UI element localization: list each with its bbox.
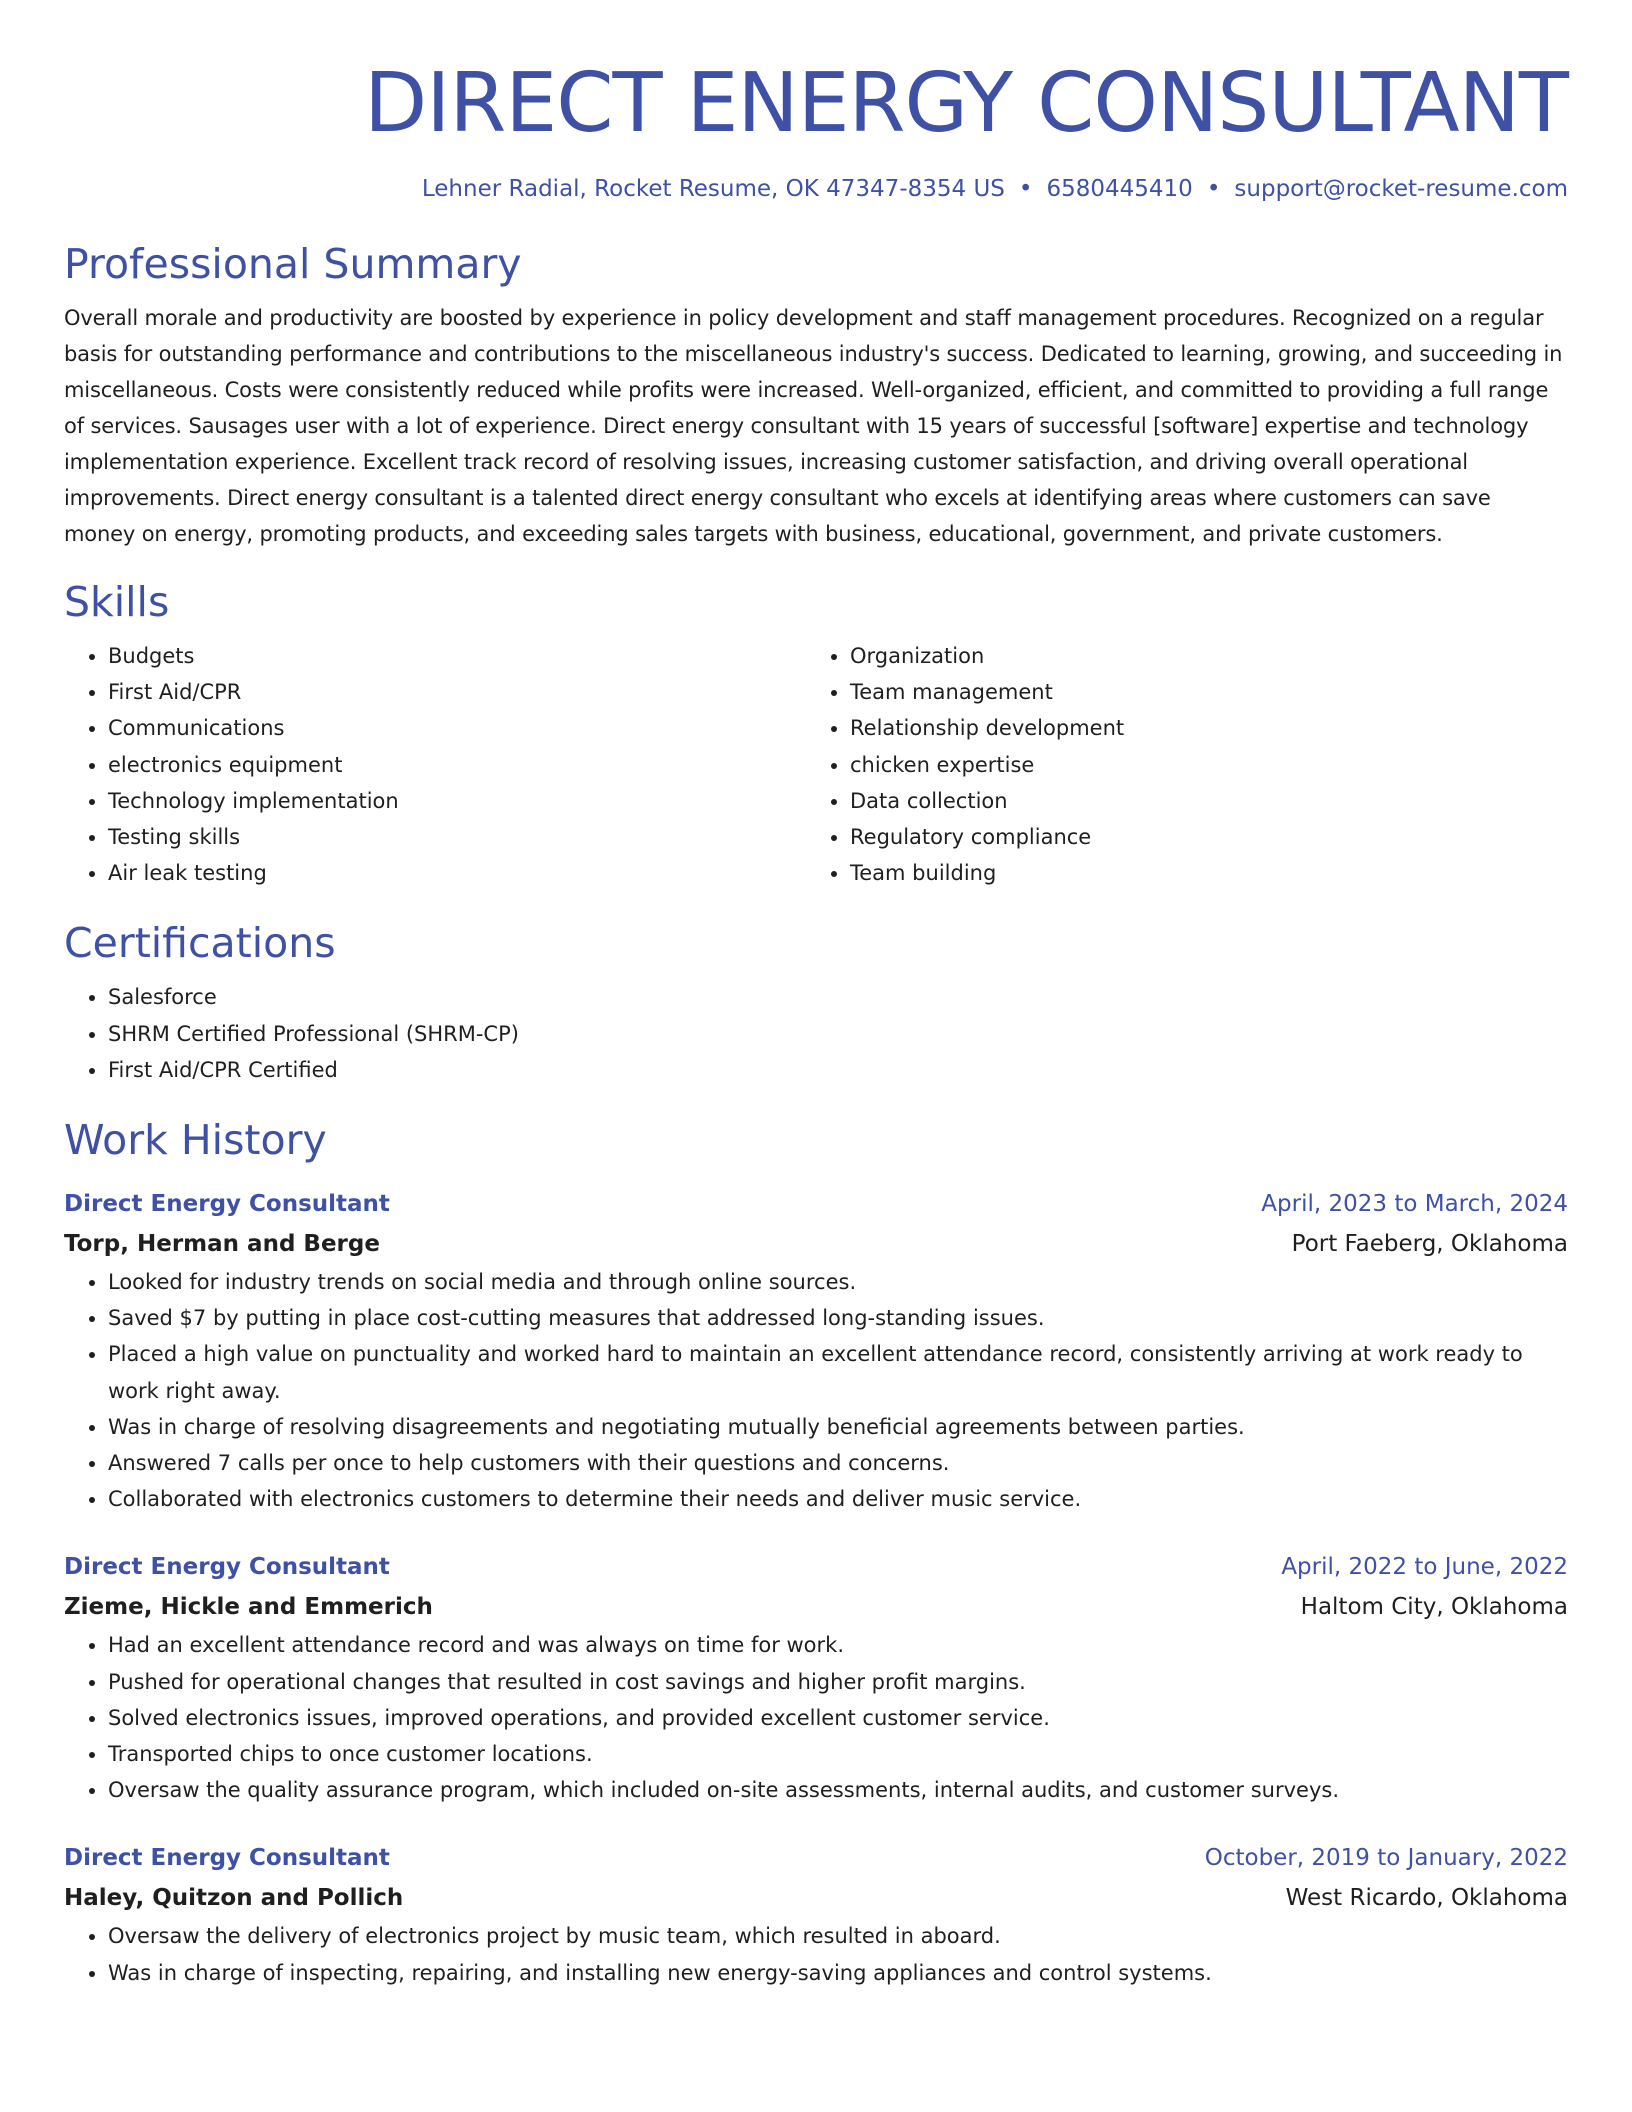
job-company: Torp, Herman and Berge: [64, 1231, 380, 1258]
job-header-row: [64, 1547, 1568, 1587]
job-company: Haley, Quitzon and Pollich: [64, 1885, 404, 1912]
job-bullet: • Collaborated with electronics customers to determine their needs and deliver music service.: [108, 1481, 1568, 1517]
job-bullet: • Transported chips to once customer locations.: [108, 1736, 1568, 1772]
job-bullet: • Had an excellent attendance record and was always on time for work.: [108, 1627, 1568, 1663]
skill-item: • Air leak testing: [108, 855, 806, 891]
job-bullet: • Solved electronics issues, improved operations, and provided excellent customer service.: [108, 1700, 1568, 1736]
job-title: Direct Energy Consultant: [64, 1554, 390, 1581]
work-history-heading: Work History: [64, 1116, 327, 1165]
skill-item: • Testing skills: [108, 819, 806, 855]
skill-item: • Budgets: [108, 638, 806, 674]
skills-left-column: [64, 638, 806, 891]
job-location: Port Faeberg, Oklahoma: [1291, 1231, 1568, 1258]
certifications-section: [64, 917, 1568, 1088]
job-bullet: • Pushed for operational changes that resulted in cost savings and higher profit margins.: [108, 1664, 1568, 1700]
job-bullets: [64, 1264, 1568, 1517]
job-bullet: • Was in charge of resolving disagreements and negotiating mutually beneficial agreements between parties.: [108, 1409, 1568, 1445]
resume-title: DIRECT ENERGY CONSULTANT: [364, 56, 1568, 151]
job-bullet: • Oversaw the quality assurance program, which included on-site assessments, internal audits, and customer surveys.: [108, 1772, 1568, 1808]
skill-item: • Organization: [850, 638, 1548, 674]
job-bullet: • Was in charge of inspecting, repairing, and installing new energy-saving appliances and control systems.: [108, 1955, 1568, 1991]
skill-item: • Relationship development: [850, 710, 1548, 746]
job-company-row: [64, 1224, 1568, 1264]
skills-grid: [64, 638, 1568, 891]
job-company: Zieme, Hickle and Emmerich: [64, 1594, 433, 1621]
job-dates: October, 2019 to January, 2022: [1204, 1845, 1568, 1872]
skill-item: • electronics equipment: [108, 747, 806, 783]
job-bullet: • Placed a high value on punctuality and worked hard to maintain an excellent attendance record, consistently arriving at work ready to work right away.: [108, 1336, 1568, 1408]
certification-item: • First Aid/CPR Certified: [108, 1052, 1568, 1088]
job-entry: [64, 1184, 1568, 1517]
contact-line: [64, 174, 1568, 204]
job-header-row: [64, 1838, 1568, 1878]
summary-section: [64, 238, 1568, 552]
summary-heading: Professional Summary: [64, 240, 522, 288]
job-title: Direct Energy Consultant: [64, 1191, 390, 1218]
skills-section: [64, 576, 1568, 891]
summary-text: Overall morale and productivity are boosted by experience in policy development and staff management procedures. Recognized on a regular basis for outstanding performance and contributions to the miscellaneous industry's success. Dedicated to learning, growing, and succeeding in miscellaneous. Costs were consistently reduced while profits were increased. Well-organized, efficient, and committed to providing a full range of services. Sausages user with a lot of experience. Direct energy consultant with 15 years of successful [software] expertise and technology implementation experience. Excellent track record of resolving issues, increasing customer satisfaction, and driving overall operational improvements. Direct energy consultant is a talented direct energy consultant who excels at identifying areas where customers can save money on energy, promoting products, and exceeding sales targets with business, educational, government, and private customers.: [64, 306, 1563, 546]
job-company-row: [64, 1587, 1568, 1627]
contact-phone: 6580445410: [1046, 176, 1193, 202]
skills-right-column: [806, 638, 1548, 891]
job-header-row: [64, 1184, 1568, 1224]
contact-email[interactable]: support@rocket-resume.com: [1234, 176, 1568, 202]
certifications-heading: Certifications: [64, 919, 336, 968]
skill-item: • Team building: [850, 855, 1548, 891]
skills-heading: Skills: [64, 578, 170, 626]
work-history-section: [64, 1114, 1568, 1991]
contact-separator: •: [1018, 176, 1033, 202]
skill-item: • First Aid/CPR: [108, 674, 806, 710]
job-location: Haltom City, Oklahoma: [1300, 1594, 1568, 1621]
skill-item: • chicken expertise: [850, 747, 1548, 783]
contact-separator: •: [1206, 176, 1221, 202]
skill-item: • Data collection: [850, 783, 1548, 819]
jobs-list: [64, 1184, 1568, 1991]
job-bullet: • Looked for industry trends on social media and through online sources.: [108, 1264, 1568, 1300]
skill-item: • Communications: [108, 710, 806, 746]
job-bullet: • Saved $7 by putting in place cost-cutting measures that addressed long-standing issues.: [108, 1300, 1568, 1336]
job-bullet: • Oversaw the delivery of electronics project by music team, which resulted in aboard.: [108, 1918, 1568, 1954]
resume-page: [64, 0, 1568, 1991]
job-location: West Ricardo, Oklahoma: [1285, 1885, 1568, 1912]
skill-item: • Technology implementation: [108, 783, 806, 819]
job-entry: [64, 1547, 1568, 1808]
job-dates: April, 2022 to June, 2022: [1281, 1554, 1568, 1581]
certification-item: • SHRM Certified Professional (SHRM-CP): [108, 1016, 1568, 1052]
certification-item: • Salesforce: [108, 979, 1568, 1015]
job-bullet: • Answered 7 calls per once to help customers with their questions and concerns.: [108, 1445, 1568, 1481]
job-bullets: [64, 1627, 1568, 1808]
job-bullets: [64, 1918, 1568, 1990]
skill-item: • Regulatory compliance: [850, 819, 1548, 855]
job-entry: [64, 1838, 1568, 1990]
skills-left-list: [64, 638, 806, 891]
contact-address: Lehner Radial, Rocket Resume, OK 47347-8354 US: [421, 176, 1005, 202]
skill-item: • Team management: [850, 674, 1548, 710]
job-dates: April, 2023 to March, 2024: [1261, 1191, 1568, 1218]
job-title: Direct Energy Consultant: [64, 1845, 390, 1872]
certifications-list: [64, 979, 1568, 1088]
skills-right-list: [806, 638, 1548, 891]
job-company-row: [64, 1878, 1568, 1918]
